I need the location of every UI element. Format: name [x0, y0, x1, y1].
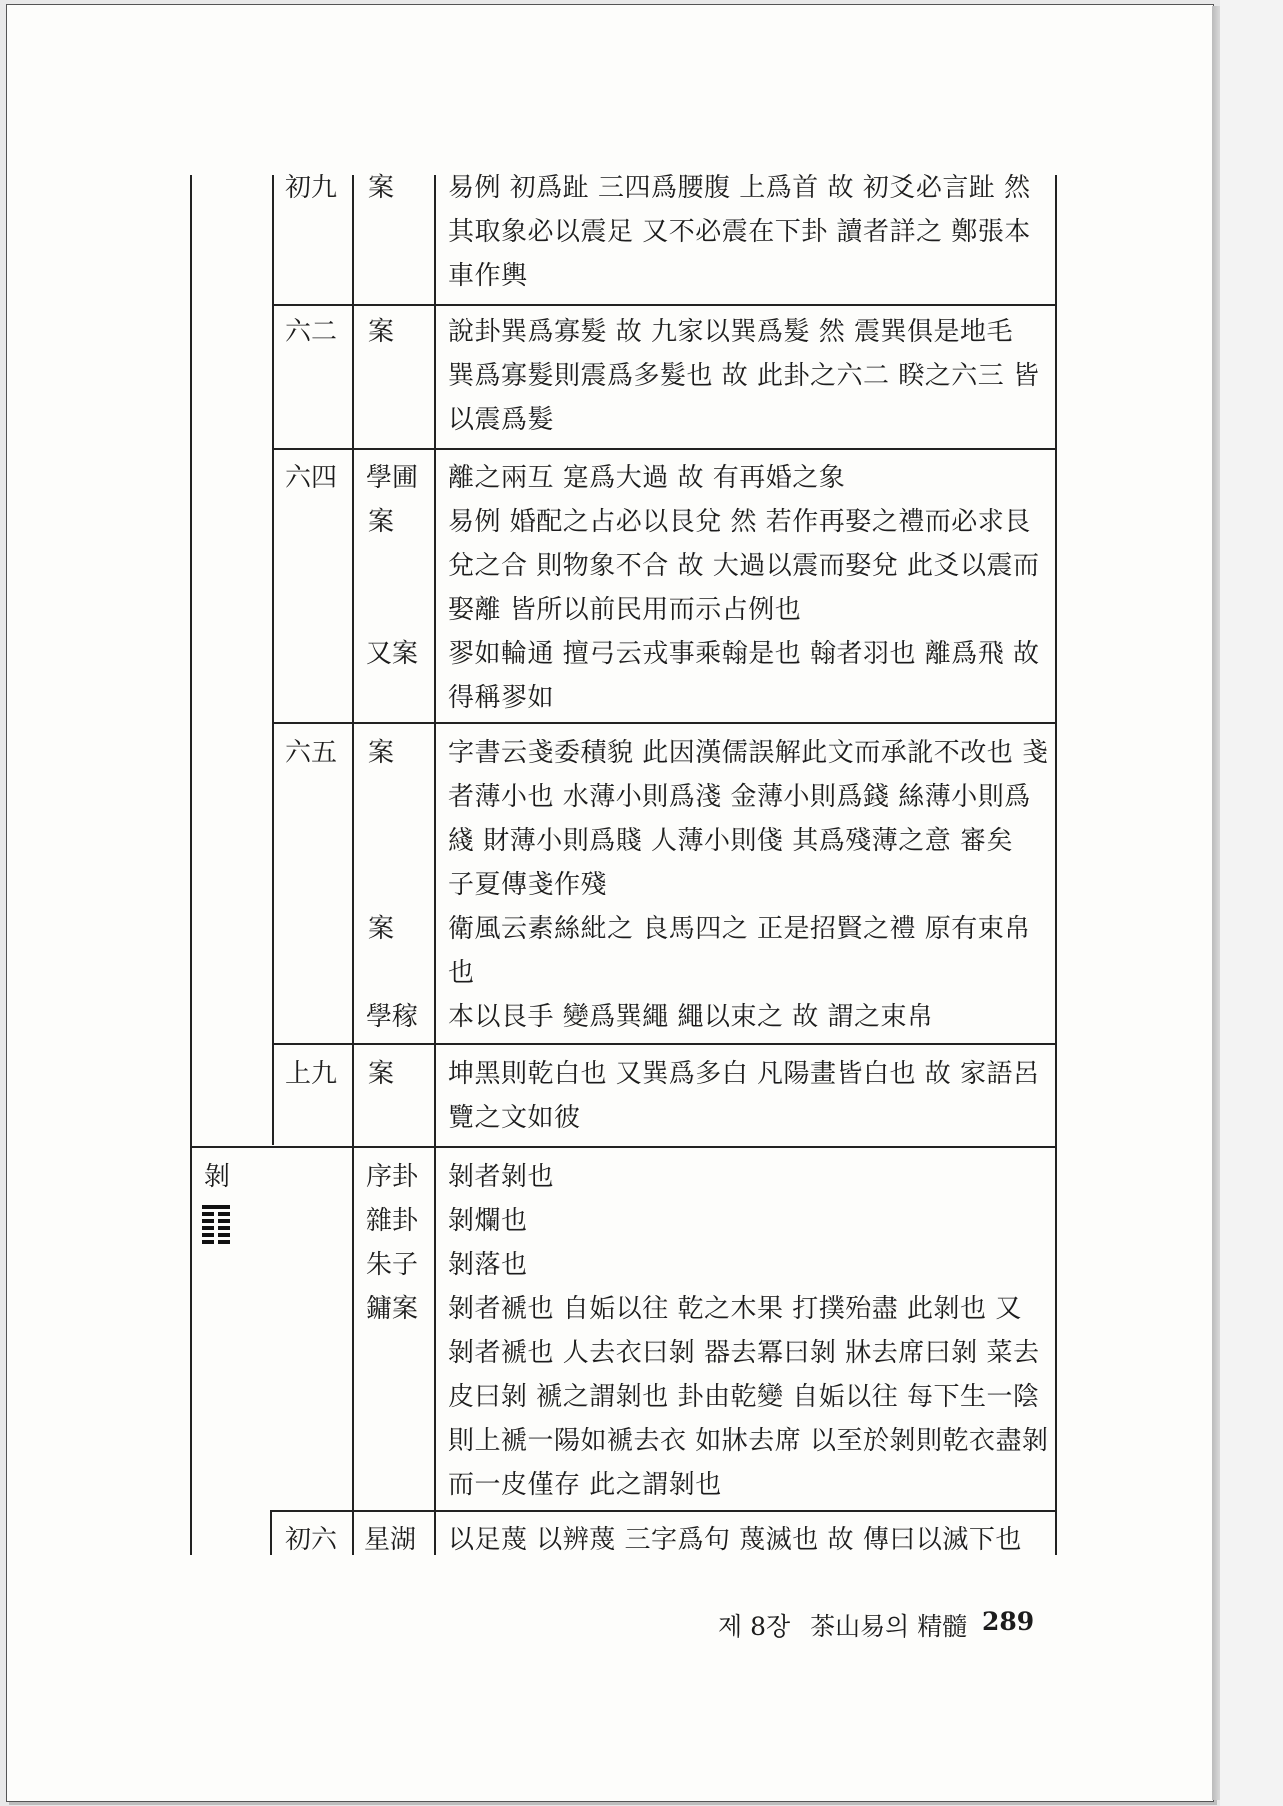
commentary-line: 剝者剝也 [448, 1162, 555, 1192]
background-margin [1220, 0, 1283, 1806]
commentary-line: 本以艮手 變爲巽繩 繩以束之 故 謂之束帛 [448, 1002, 934, 1032]
commentary-line: 得稱翏如 [448, 683, 555, 713]
commentary-line: 而一皮僅存 此之謂剝也 [448, 1470, 722, 1500]
page-number: 289 [982, 1607, 1035, 1636]
page-edge [1212, 6, 1220, 1800]
commentary-line: 綫 財薄小則爲賤 人薄小則俴 其爲殘薄之意 審矣 [448, 826, 1014, 856]
line-column-border [272, 175, 274, 1145]
entry-label: 序卦 [366, 1162, 419, 1192]
line-label: 六二 [285, 317, 338, 347]
row-separator [272, 448, 1057, 450]
line-label: 六四 [285, 463, 338, 493]
right-border-line [1055, 175, 1057, 1555]
commentary-line: 也 [448, 958, 475, 988]
commentary-line: 巽爲寡髮則震爲多髮也 故 此卦之六二 睽之六三 皆 [448, 361, 1040, 391]
commentary-line: 剝爛也 [448, 1206, 528, 1236]
text-column-border [434, 175, 436, 1555]
left-border-line [190, 175, 192, 1555]
entry-label: 雜卦 [366, 1206, 419, 1236]
row-separator [272, 722, 1057, 724]
entry-label: 學稼 [366, 1002, 419, 1032]
commentary-line: 說卦巽爲寡髮 故 九家以巽爲髮 然 震巽俱是地毛 [448, 317, 1014, 347]
commentary-line: 以足蔑 以辨蔑 三字爲句 蔑滅也 故 傳曰以滅下也 [448, 1525, 1022, 1555]
commentary-line: 剝落也 [448, 1250, 528, 1280]
row-separator [270, 1510, 1057, 1512]
commentary-line: 易例 初爲趾 三四爲腰腹 上爲首 故 初爻必言趾 然 [448, 173, 1031, 203]
commentary-line: 剝者褫也 自姤以往 乾之木果 打撲殆盡 此剝也 又 [448, 1294, 1022, 1324]
commentary-line: 其取象必以震足 又不必震在下卦 讀者詳之 鄭張本 [448, 217, 1031, 247]
entry-label: 星湖 [364, 1525, 417, 1555]
entry-label: 案 [368, 173, 395, 203]
line-label: 初九 [285, 173, 338, 203]
running-footer [718, 1607, 967, 1643]
entry-label: 案 [368, 507, 395, 537]
row-separator [272, 304, 1057, 306]
line-label: 六五 [285, 738, 338, 768]
commentary-line: 離之兩互 寔爲大過 故 有再婚之象 [448, 463, 846, 493]
line-label: 上九 [285, 1059, 338, 1089]
chapter-title: 茶山易의 精髓 [810, 1612, 968, 1641]
entry-label: 鏞案 [366, 1294, 419, 1324]
commentary-line: 皮曰剝 褫之謂剝也 卦由乾變 自姤以往 每下生一陰 [448, 1382, 1040, 1412]
commentary-line: 兌之合 則物象不合 故 大過以震而娶兌 此爻以震而 [448, 551, 1040, 581]
commentary-line: 翏如輪通 擅弓云戎事乘翰是也 翰者羽也 離爲飛 故 [448, 639, 1040, 669]
commentary-line: 娶離 皆所以前民用而示占例也 [448, 595, 802, 625]
chapter-number: 제 8장 [718, 1612, 791, 1641]
line-label: 初六 [285, 1525, 338, 1555]
commentary-line: 以震爲髮 [448, 405, 555, 435]
entry-label: 朱子 [366, 1250, 419, 1280]
entry-label: 又案 [366, 639, 419, 669]
entry-label: 案 [368, 317, 395, 347]
hexagram-symbol [202, 1205, 230, 1247]
commentary-line: 易例 婚配之占必以艮兌 然 若作再娶之禮而必求艮 [448, 507, 1031, 537]
entry-label: 案 [368, 738, 395, 768]
entry-label: 案 [368, 914, 395, 944]
commentary-line: 覽之文如彼 [448, 1103, 581, 1133]
commentary-line: 坤黑則乾白也 又巽爲多白 凡陽畫皆白也 故 家語呂 [448, 1059, 1040, 1089]
entry-label: 學圃 [366, 463, 419, 493]
row-separator [190, 1146, 1057, 1148]
hexagram-name: 剝 [204, 1162, 231, 1192]
commentary-line: 則上褫一陽如褫去衣 如牀去席 以至於剝則乾衣盡剝 [448, 1426, 1049, 1456]
label-column-border [352, 175, 354, 1555]
commentary-line: 剝者褫也 人去衣曰剝 器去冪曰剝 牀去席曰剝 菜去 [448, 1338, 1040, 1368]
entry-label: 案 [368, 1059, 395, 1089]
commentary-line: 衛風云素絲紕之 良馬四之 正是招賢之禮 原有束帛 [448, 914, 1031, 944]
commentary-line: 字書云戔委積貌 此因漢儒誤解此文而承訛不改也 戔 [448, 738, 1049, 768]
commentary-line: 者薄小也 水薄小則爲淺 金薄小則爲錢 絲薄小則爲 [448, 782, 1031, 812]
commentary-line: 車作輿 [448, 261, 528, 291]
commentary-line: 子夏傳戔作殘 [448, 870, 608, 900]
line-column-border-2 [270, 1510, 272, 1555]
row-separator [272, 1043, 1057, 1045]
